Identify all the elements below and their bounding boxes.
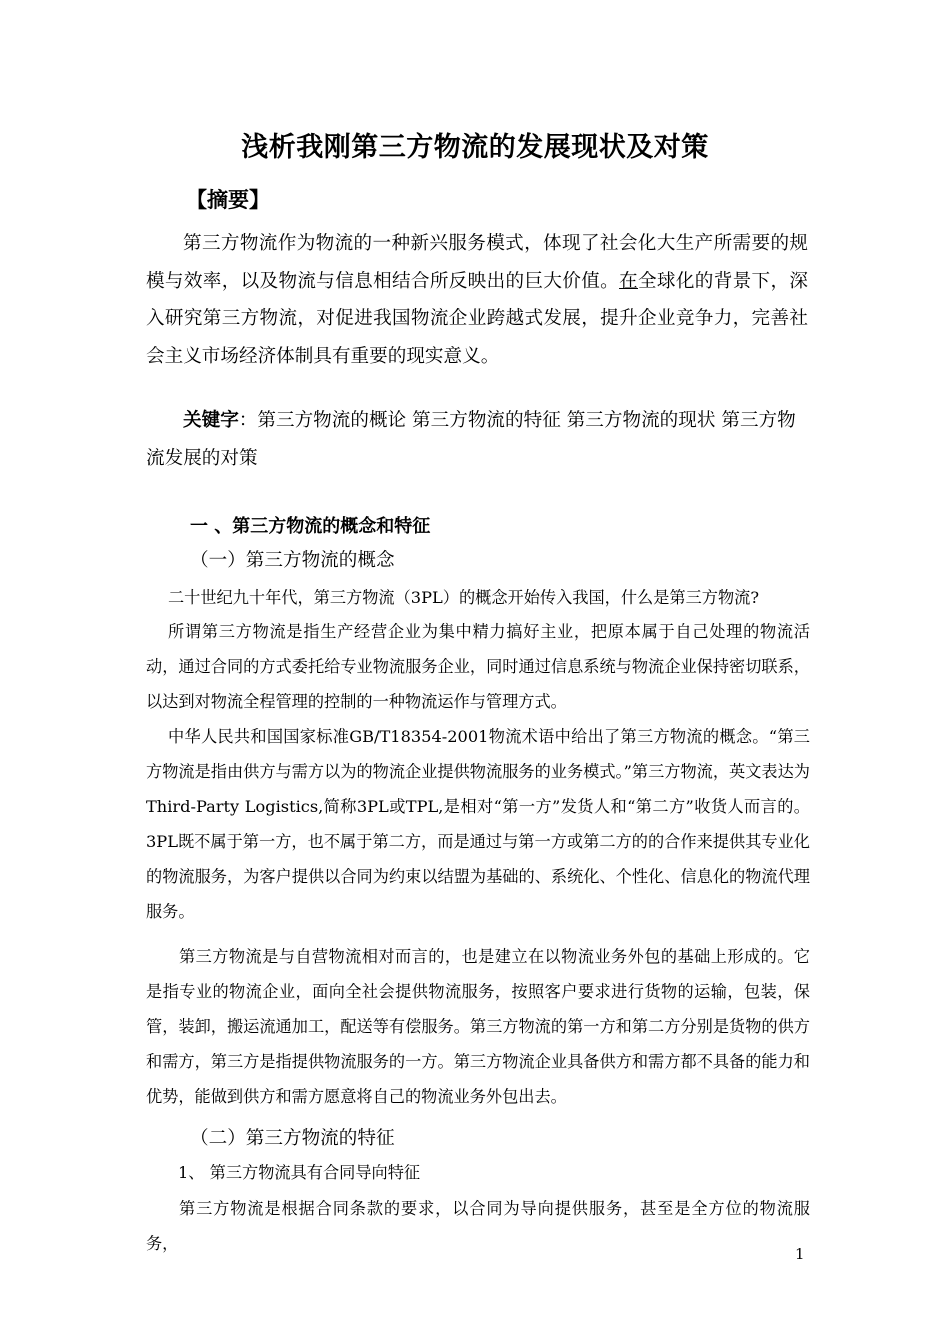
paragraph-contract-oriented: 第三方物流是根据合同条款的要求，以合同为导向提供服务，甚至是全方位的物流服务， bbox=[146, 1199, 810, 1253]
abstract-underlined-char: 在 bbox=[619, 270, 638, 292]
feature-item-heading-1: 1、 第三方物流具有合同导向特征 bbox=[178, 1163, 421, 1182]
abstract-heading: 【摘要】 bbox=[186, 188, 270, 212]
subsection-heading-features: （二）第三方物流的特征 bbox=[190, 1128, 395, 1149]
document-title: 浅析我刚第三方物流的发展现状及对策 bbox=[241, 132, 709, 163]
abstract-body bbox=[146, 225, 808, 375]
paragraph-national-standard: 中华人民共和国国家标准GB/T18354-2001物流术语中给出了第三方物流的概念。“第三方物流是指由供方与需方以为的物流企业提供物流服务的业务模式。”第三方物流，英文表达为Third-Party Logistics,简称3PL或TPL,是相对“第一方”发货人和“第二方”收货人而言的。3PL既不属于第一方，也不属于第二方，而是通过与第一方或第二方的的合作来提供其专业化的物流服务，为客户提供以合同为约束以结盟为基础的、系统化、个性化、信息化的物流代理服务。 bbox=[146, 727, 810, 921]
abstract-text-part2: 全球化的背景下，深入研究第三方物流，对促进我国物流企业跨越式发展，提升企业竞争力，完善社会主义市场经济体制具有重要的现实意义。 bbox=[146, 270, 808, 367]
paragraph-self-logistics: 第三方物流是与自营物流相对而言的，也是建立在以物流业务外包的基础上形成的。它是指专业的物流企业，面向全社会提供物流服务，按照客户要求进行货物的运输，包装，保管，装卸，搬运流通加工，配送等有偿服务。第三方物流的第一方和第二方分别是货物的供方和需方，第三方是指提供物流服务的一方。第三方物流企业具备供方和需方都不具备的能力和优势，能做到供方和需方愿意将自己的物流业务外包出去。 bbox=[146, 947, 810, 1106]
keywords-paragraph bbox=[146, 402, 808, 477]
keywords-label: 关键字 bbox=[183, 410, 239, 431]
keywords-text: ：第三方物流的概论 第三方物流的特征 第三方物流的现状 第三方物流发展的对策 bbox=[146, 410, 796, 469]
paragraph-intro: 二十世纪九十年代，第三方物流（3PL）的概念开始传入我国，什么是第三方物流? bbox=[168, 588, 759, 607]
abstract-text-part1: 第三方物流作为物流的一种新兴服务模式，体现了社会化大生产所需要的规模与效率，以及物流与信息相结合所反映出的巨大价值。 bbox=[146, 233, 808, 292]
page-number: 1 bbox=[795, 1245, 805, 1263]
subsection-heading-concept: （一）第三方物流的概念 bbox=[190, 550, 395, 571]
section-heading-1: 一 、第三方物流的概念和特征 bbox=[190, 516, 431, 537]
paragraph-definition: 所谓第三方物流是指生产经营企业为集中精力搞好主业，把原本属于自己处理的物流活动，通过合同的方式委托给专业物流服务企业，同时通过信息系统与物流企业保持密切联系，以达到对物流全程管理的控制的一种物流运作与管理方式。 bbox=[146, 622, 810, 711]
